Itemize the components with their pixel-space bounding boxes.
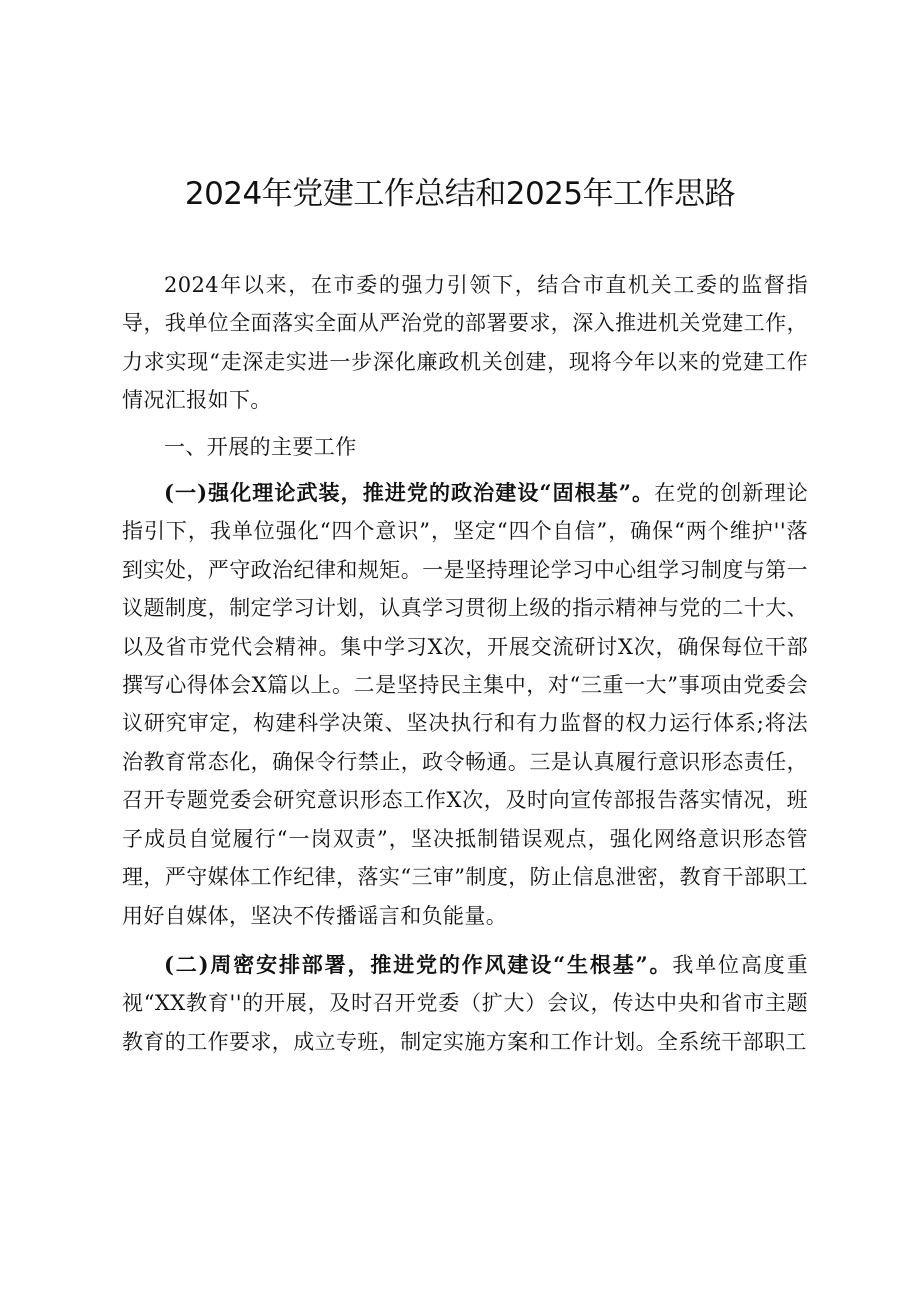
subsection-lead-2: (二)周密安排部署，推进党的作风建设“生根基”。 bbox=[164, 951, 673, 977]
subsection-lead-1: (一)强化理论武装，推进党的政治建设“固根基”。 bbox=[164, 480, 655, 506]
document-body bbox=[122, 266, 808, 1061]
subsection-body-2: 我单位高度重视“XX教育''的开展，及时召开党委（扩大）会议，传达中央和省市主题教育的工作要求，成立专班，制定实施方案和工作计划。全系统干部职工 bbox=[122, 952, 808, 1054]
subsection-paragraph-2 bbox=[122, 946, 808, 1061]
subsection-paragraph-1 bbox=[122, 474, 808, 935]
section-heading: 一、开展的主要工作 bbox=[164, 434, 357, 459]
document-title: 2024年党建工作总结和2025年工作思路 bbox=[184, 176, 736, 212]
subsection-body-1: 在党的创新理论指引下，我单位强化“四个意识”，坚定“四个自信”，确保“两个维护''落到实处，严守政治纪律和规矩。一是坚持理论学习中心组学习制度与第一议题制度，制定学习计划，认真学习贯彻上级的指示精神与党的二十大、以及省市党代会精神。集中学习X次，开展交流研讨X次，确保每位干部撰写心得体会X篇以上。二是坚持民主集中，对“三重一大”事项由党委会议研究审定，构建科学决策、坚决执行和有力监督的权力运行体系;将法治教育常态化，确保令行禁止，政令畅通。三是认真履行意识形态责任，召开专题党委会研究意识形态工作X次，及时向宣传部报告落实情况，班子成员自觉履行“一岗双责”，坚决抵制错误观点，强化网络意识形态管理，严守媒体工作纪律，落实“三审”制度，防止信息泄密，教育干部职工用好自媒体，坚决不传播谣言和负能量。 bbox=[122, 481, 808, 928]
intro-paragraph: 2024年以来，在市委的强力引领下，结合市直机关工委的监督指导，我单位全面落实全面从严治党的部署要求，深入推进机关党建工作，力求实现“走深走实进一步深化廉政机关创建，现将今年以来的党建工作情况汇报如下。 bbox=[122, 273, 808, 413]
